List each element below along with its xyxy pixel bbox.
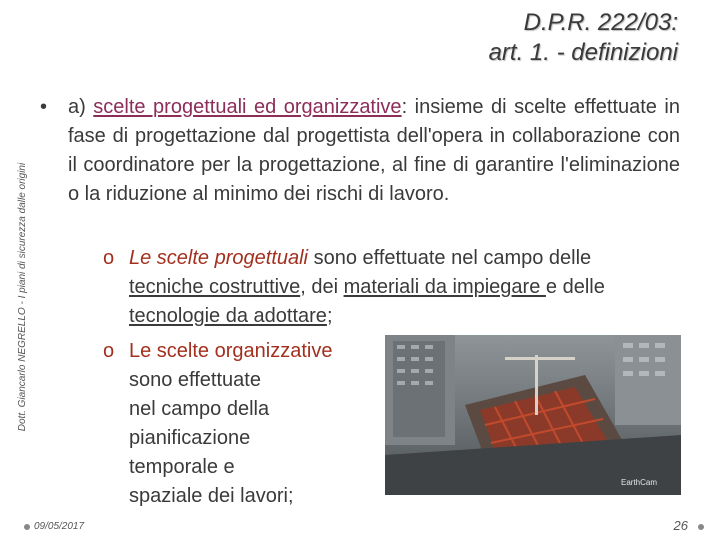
slide-title-line2: art. 1. - definizioni bbox=[488, 39, 678, 66]
sub-point-line: sono effettuate bbox=[129, 369, 261, 391]
construction-site-illustration bbox=[385, 335, 681, 495]
bullet-prefix: a) bbox=[68, 96, 94, 118]
side-author-note: Dott. Giancarlo NEGRELLO - I piani di sicurezza dalle origini bbox=[17, 162, 28, 432]
bullet-term: scelte progettuali ed organizzative bbox=[93, 96, 402, 118]
sub-point-text: sono effettuate nel campo delle bbox=[308, 247, 592, 269]
page-number: 26 bbox=[673, 518, 688, 533]
footer-right-dot bbox=[698, 524, 704, 530]
sub-point-marker: o bbox=[103, 340, 115, 362]
tecnologie-da-adottare: tecnologie da adottare bbox=[129, 305, 327, 327]
slide-title bbox=[489, 8, 678, 68]
definition-bullet bbox=[40, 93, 680, 209]
sub-point-text: , dei bbox=[300, 276, 344, 298]
earthcam-watermark: EarthCam bbox=[621, 478, 658, 487]
sub-point-text: ; bbox=[326, 305, 333, 327]
sub-point-line: temporale e bbox=[129, 456, 235, 478]
sub-point-organizzative bbox=[103, 337, 379, 511]
sub-point-line: spaziale dei lavori; bbox=[129, 485, 294, 507]
sub-point-term: Le scelte organizzative bbox=[129, 340, 333, 362]
sub-point-text: e delle bbox=[545, 276, 605, 298]
sub-point-marker: o bbox=[103, 247, 115, 269]
slide-content bbox=[40, 93, 680, 209]
footer-date: 09/05/2017 bbox=[34, 521, 85, 532]
footer-left-dot bbox=[24, 524, 30, 530]
sub-point-progettuali bbox=[103, 244, 689, 331]
materiali-da-impiegare: materiali da impiegare bbox=[343, 276, 546, 298]
tecniche-costruttive: tecniche costruttive bbox=[129, 276, 301, 298]
sub-point-line: nel campo della bbox=[129, 398, 270, 420]
sub-point-term: Le scelte progettuali bbox=[129, 247, 309, 269]
bullet-dot: • bbox=[40, 96, 48, 118]
bullet-text: : insieme di scelte effettuate in fase di progettazione dal progettista dell'opera in collaborazione con il coordinatore per la progettazione, al fine di garantire l'eliminazione o la riduzione al minimo dei rischi di lavoro. bbox=[68, 96, 680, 205]
construction-site-photo bbox=[385, 335, 681, 495]
slide-title-line1: D.P.R. 222/03: bbox=[523, 9, 678, 36]
sub-point-line: pianificazione bbox=[129, 427, 251, 449]
